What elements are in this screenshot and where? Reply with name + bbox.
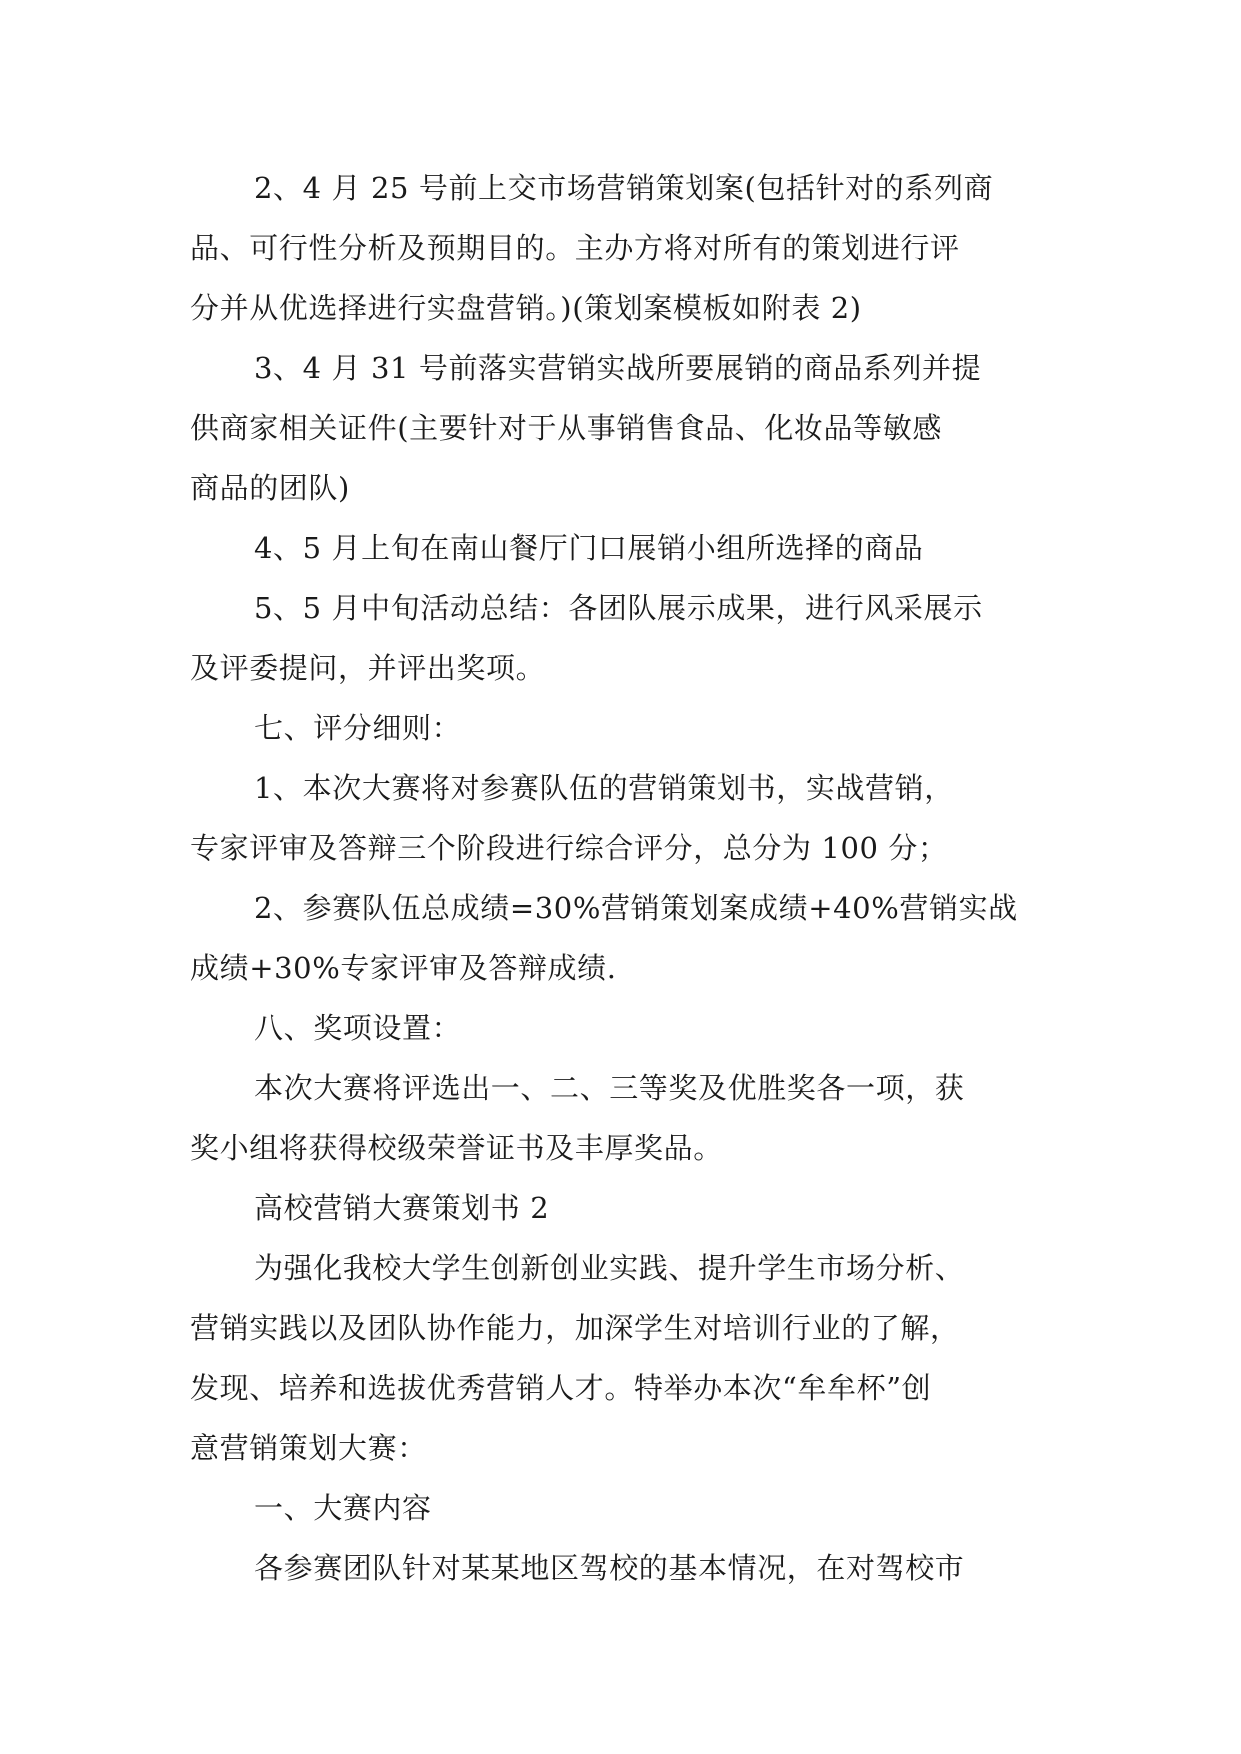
- section-heading: 八、奖项设置：: [254, 1011, 462, 1045]
- paragraph-line: 成绩+30%专家评审及答辩成绩.: [190, 951, 617, 985]
- paragraph-line: 发现、培养和选拔优秀营销人才。特举办本次“牟牟杯”创: [190, 1371, 932, 1405]
- paragraph-line: 品、可行性分析及预期目的。主办方将对所有的策划进行评: [190, 231, 960, 265]
- paragraph-line: 奖小组将获得校级荣誉证书及丰厚奖品。: [190, 1131, 723, 1165]
- paragraph-line: 2、4 月 25 号前上交市场营销策划案(包括针对的系列商: [254, 171, 994, 205]
- paragraph-line: 各参赛团队针对某某地区驾校的基本情况，在对驾校市: [254, 1551, 965, 1585]
- paragraph-line: 专家评审及答辩三个阶段进行综合评分，总分为 100 分；: [190, 831, 948, 865]
- paragraph-line: 5、5 月中旬活动总结：各团队展示成果，进行风采展示: [254, 591, 983, 625]
- paragraph-line: 3、4 月 31 号前落实营销实战所要展销的商品系列并提: [254, 351, 982, 385]
- document-title: 高校营销大赛策划书 2: [254, 1191, 550, 1225]
- paragraph-line: 4、5 月上旬在南山餐厅门口展销小组所选择的商品: [254, 531, 924, 565]
- paragraph-line: 本次大赛将评选出一、二、三等奖及优胜奖各一项，获: [254, 1071, 965, 1105]
- paragraph-line: 为强化我校大学生创新创业实践、提升学生市场分析、: [254, 1251, 965, 1285]
- paragraph-line: 营销实践以及团队协作能力，加深学生对培训行业的了解，: [190, 1311, 960, 1345]
- paragraph-line: 商品的团队): [190, 471, 350, 505]
- section-heading: 一、大赛内容: [254, 1491, 432, 1525]
- section-heading: 七、评分细则：: [254, 711, 462, 745]
- paragraph-line: 1、本次大赛将对参赛队伍的营销策划书，实战营销，: [254, 771, 954, 805]
- document-body: [190, 158, 1050, 1598]
- paragraph-line: 供商家相关证件(主要针对于从事销售食品、化妆品等敏感: [190, 411, 942, 445]
- paragraph-line: 意营销策划大赛：: [190, 1431, 427, 1465]
- paragraph-line: 分并从优选择进行实盘营销。)(策划案模板如附表 2): [190, 291, 862, 325]
- paragraph-line: 及评委提问，并评出奖项。: [190, 651, 546, 685]
- paragraph-line: 2、参赛队伍总成绩=30%营销策划案成绩+40%营销实战: [254, 891, 1018, 925]
